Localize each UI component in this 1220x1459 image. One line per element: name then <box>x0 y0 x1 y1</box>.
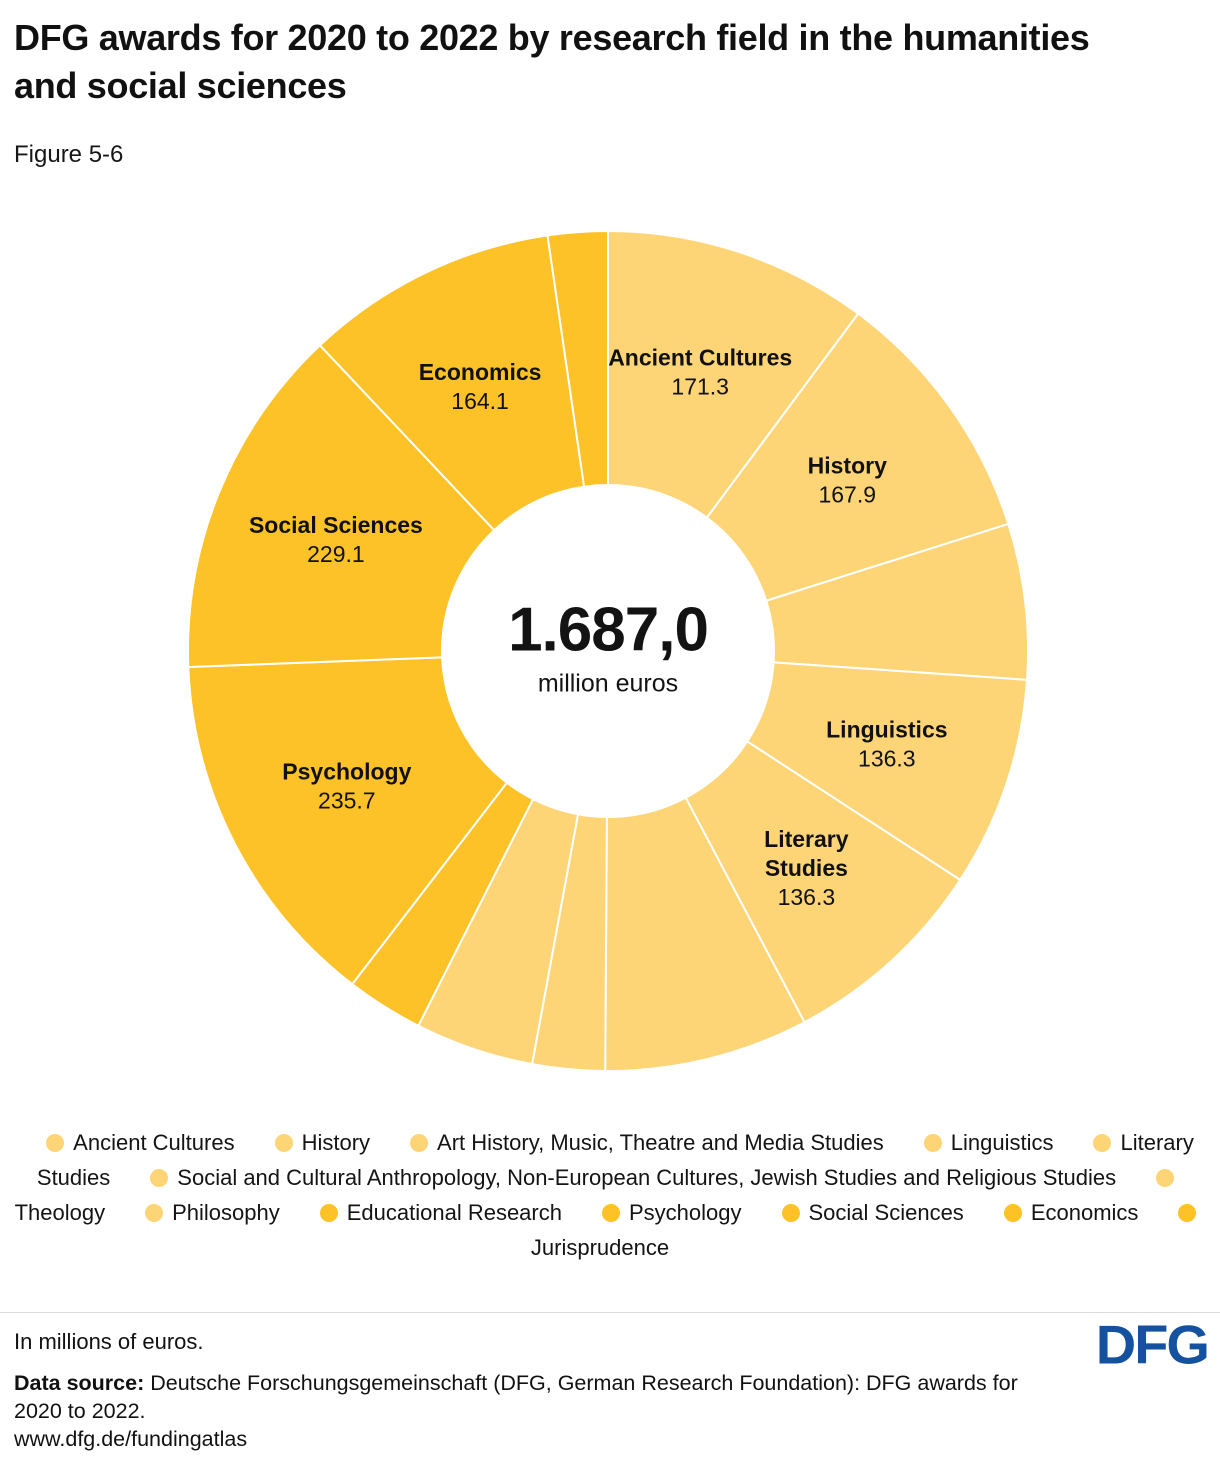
legend-dot-icon <box>320 1204 338 1222</box>
legend-item-history[interactable] <box>275 1130 370 1155</box>
legend-item-economics[interactable] <box>1004 1200 1139 1225</box>
legend-dot-icon <box>602 1204 620 1222</box>
legend-dot-icon <box>145 1204 163 1222</box>
legend-label: Art History, Music, Theatre and Media Studies <box>437 1130 884 1155</box>
legend-label: Ancient Cultures <box>73 1130 235 1155</box>
total-value: 1.687,0 <box>508 595 708 665</box>
legend-item-philosophy[interactable] <box>145 1200 280 1225</box>
data-source <box>14 1369 1054 1453</box>
legend-item-social-and-cultural-anthropology-non-european-cultures-jewish-studies-and-religious-studies[interactable] <box>150 1165 1116 1190</box>
legend-dot-icon <box>410 1134 428 1152</box>
legend-label: Psychology <box>628 1200 742 1225</box>
footer <box>0 1312 1220 1459</box>
legend-label: Linguistics <box>950 1130 1054 1155</box>
page-title: DFG awards for 2020 to 2022 by research field in the humanities and social sciences <box>14 17 1090 106</box>
legend-dot-icon <box>275 1134 293 1152</box>
legend-label: Social Sciences <box>808 1200 964 1225</box>
legend-dot-icon <box>1004 1204 1022 1222</box>
legend-label: History <box>301 1130 371 1155</box>
data-source-label: Data source: <box>14 1371 145 1395</box>
legend-item-psychology[interactable] <box>602 1200 742 1225</box>
segment-label-literary-studies: Literary Studies 136.3 <box>764 825 849 910</box>
figure-label: Figure 5-6 <box>14 141 124 168</box>
legend <box>0 1125 1220 1265</box>
legend-label: Theology <box>14 1200 106 1225</box>
legend-label: Economics <box>1030 1200 1139 1225</box>
segment-label-history: History 167.9 <box>807 452 887 508</box>
legend-label: Educational Research <box>346 1200 562 1225</box>
legend-label: Social and Cultural Anthropology, Non-European Cultures, Jewish Studies and Religious Studies <box>177 1165 1117 1190</box>
legend-dot-icon <box>1156 1169 1174 1187</box>
legend-item-linguistics[interactable] <box>924 1130 1054 1155</box>
segment-label-ancient-cultures: Ancient Cultures 171.3 <box>608 344 793 400</box>
legend-label: Philosophy <box>172 1200 280 1225</box>
legend-label: Jurisprudence <box>530 1235 670 1260</box>
legend-dot-icon <box>782 1204 800 1222</box>
segment-label-linguistics: Linguistics 136.3 <box>826 716 948 772</box>
data-source-text: Deutsche Forschungsgemeinschaft (DFG, German Research Foundation): DFG awards for 2020 to 2022. <box>14 1371 1018 1423</box>
legend-item-ancient-cultures[interactable] <box>46 1130 234 1155</box>
footer-url[interactable]: www.dfg.de/fundingatlas <box>14 1427 248 1451</box>
footer-note: In millions of euros. <box>14 1329 204 1354</box>
segment-label-psychology: Psychology 235.7 <box>282 758 412 814</box>
legend-item-educational-research[interactable] <box>320 1200 562 1225</box>
segment-label-social-sciences: Social Sciences 229.1 <box>248 512 423 568</box>
total-unit: million euros <box>537 669 679 698</box>
legend-dot-icon <box>924 1134 942 1152</box>
legend-dot-icon <box>150 1169 168 1187</box>
legend-dot-icon <box>1178 1204 1196 1222</box>
legend-item-social-sciences[interactable] <box>782 1200 964 1225</box>
legend-item-art-history-music-theatre-and-media-studies[interactable] <box>410 1130 884 1155</box>
legend-dot-icon <box>1093 1134 1111 1152</box>
dfg-logo: DFG <box>1095 1313 1208 1376</box>
segment-label-economics: Economics 164.1 <box>418 358 542 414</box>
legend-label: Literary Studies <box>36 1130 1194 1190</box>
header <box>0 0 1220 168</box>
legend-dot-icon <box>46 1134 64 1152</box>
